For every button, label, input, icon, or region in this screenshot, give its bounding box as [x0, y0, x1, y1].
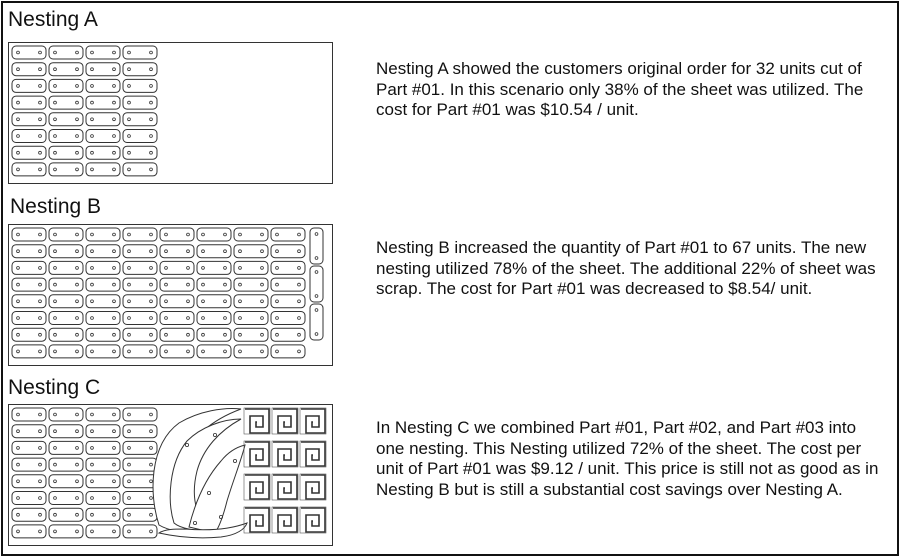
- part-01: [12, 312, 46, 325]
- part-01: [86, 228, 120, 241]
- part-01: [234, 295, 268, 308]
- part-01: [49, 508, 83, 521]
- part-01: [160, 345, 194, 358]
- part-01: [234, 245, 268, 258]
- part-01: [123, 79, 157, 92]
- part-01: [123, 312, 157, 325]
- part-01: [49, 245, 83, 258]
- part-01: [197, 261, 231, 274]
- part-01: [271, 245, 305, 258]
- part-01: [86, 328, 120, 341]
- part-01: [123, 278, 157, 291]
- part-01: [86, 278, 120, 291]
- part-01: [12, 525, 46, 538]
- part-01: [123, 458, 157, 471]
- part-01: [12, 492, 46, 505]
- part-01: [197, 328, 231, 341]
- part-01: [86, 492, 120, 505]
- part-01: [12, 261, 46, 274]
- nesting-a-description: Nesting A showed the customers original order for 32 units cut of Part #01. In this scenario only 38% of the sheet was utilized. The cost for Part #01 was $10.54 / unit.: [376, 59, 864, 119]
- part-01: [12, 96, 46, 109]
- part-01: [234, 312, 268, 325]
- part-01: [123, 295, 157, 308]
- part-03: [300, 408, 326, 434]
- part-01: [197, 278, 231, 291]
- part-03: [300, 441, 326, 467]
- part-03: [272, 408, 298, 434]
- part-01: [49, 278, 83, 291]
- part-03: [244, 474, 270, 500]
- part-01: [123, 113, 157, 126]
- part-03: [244, 507, 270, 533]
- part-01: [49, 228, 83, 241]
- part-01: [197, 228, 231, 241]
- part-01: [49, 458, 83, 471]
- part-01: [160, 245, 194, 258]
- part-01: [123, 508, 157, 521]
- part-01: [12, 475, 46, 488]
- part-03: [272, 474, 298, 500]
- part-01: [160, 278, 194, 291]
- part-01: [49, 425, 83, 438]
- part-01: [123, 146, 157, 159]
- nesting-b-title: Nesting B: [10, 195, 102, 218]
- part-01: [49, 261, 83, 274]
- nesting-a-layout: [9, 43, 332, 183]
- part-01: [123, 345, 157, 358]
- nesting-c-sheet: [8, 404, 333, 546]
- part-01: [12, 46, 46, 59]
- part-01: [123, 441, 157, 454]
- part-01: [234, 228, 268, 241]
- part-01: [49, 96, 83, 109]
- part-01: [49, 328, 83, 341]
- part-01: [12, 130, 46, 143]
- part-01: [12, 458, 46, 471]
- part-01: [123, 408, 157, 421]
- part-01: [49, 295, 83, 308]
- part-01: [12, 113, 46, 126]
- part-01: [49, 312, 83, 325]
- part-01: [160, 295, 194, 308]
- part-01: [123, 525, 157, 538]
- part-01: [49, 408, 83, 421]
- part-01: [197, 245, 231, 258]
- part-01: [49, 46, 83, 59]
- part-01: [86, 441, 120, 454]
- part-01: [86, 458, 120, 471]
- nesting-c-layout: [9, 405, 332, 545]
- part-01: [49, 63, 83, 76]
- part-01: [123, 261, 157, 274]
- part-01: [271, 228, 305, 241]
- part-01: [86, 63, 120, 76]
- part-01: [123, 245, 157, 258]
- part-01: [123, 492, 157, 505]
- part-01: [123, 46, 157, 59]
- part-01: [123, 228, 157, 241]
- part-01: [12, 345, 46, 358]
- part-03: [272, 441, 298, 467]
- part-01: [49, 525, 83, 538]
- part-01: [86, 245, 120, 258]
- part-01: [123, 425, 157, 438]
- part-01: [86, 46, 120, 59]
- part-01: [12, 408, 46, 421]
- part-01: [86, 130, 120, 143]
- part-01: [49, 146, 83, 159]
- part-01: [86, 163, 120, 176]
- part-01: [86, 113, 120, 126]
- part-01: [49, 492, 83, 505]
- part-01: [12, 425, 46, 438]
- part-01: [271, 278, 305, 291]
- part-01: [49, 130, 83, 143]
- part-01: [86, 79, 120, 92]
- nesting-a-title: Nesting A: [8, 8, 98, 31]
- part-01: [123, 475, 157, 488]
- part-01: [49, 113, 83, 126]
- part-03: [244, 441, 270, 467]
- part-01: [86, 508, 120, 521]
- part-01: [234, 261, 268, 274]
- nesting-b-description: Nesting B increased the quantity of Part #01 to 67 units. The new nesting utilized 78% of the sheet. The additional 22% of sheet was scrap. The cost for Part #01 was decreased to $8.54/ unit.: [376, 238, 876, 298]
- nesting-b-layout: [9, 225, 332, 365]
- part-01: [86, 525, 120, 538]
- part-01: [271, 345, 305, 358]
- nesting-c-title: Nesting C: [8, 376, 101, 399]
- part-01: [12, 295, 46, 308]
- nesting-c-description: In Nesting C we combined Part #01, Part #02, and Part #03 into one nesting. This Nesting utilized 72% of the sheet. The cost per unit of Part #01 was $9.12 / unit. This price is still not as good as in Nesting B but is still a substantial cost savings over Nesting A.: [376, 418, 879, 499]
- part-01: [197, 345, 231, 358]
- part-01: [12, 146, 46, 159]
- part-01: [86, 96, 120, 109]
- part-01: [49, 345, 83, 358]
- part-01: [12, 228, 46, 241]
- part-01: [123, 96, 157, 109]
- part-01: [123, 328, 157, 341]
- part-01: [234, 328, 268, 341]
- part-01: [12, 328, 46, 341]
- part-01-vertical: [310, 228, 323, 264]
- part-01: [271, 328, 305, 341]
- part-01: [86, 312, 120, 325]
- part-01-vertical: [310, 304, 323, 340]
- part-01: [123, 63, 157, 76]
- part-01: [12, 245, 46, 258]
- nesting-a-sheet: [8, 42, 333, 184]
- part-01: [86, 425, 120, 438]
- part-01: [49, 163, 83, 176]
- part-01: [12, 441, 46, 454]
- part-01: [123, 163, 157, 176]
- part-01: [160, 261, 194, 274]
- part-01: [197, 312, 231, 325]
- part-01: [160, 312, 194, 325]
- part-01: [86, 295, 120, 308]
- part-01: [49, 441, 83, 454]
- part-01: [271, 312, 305, 325]
- part-01: [86, 408, 120, 421]
- part-01: [234, 345, 268, 358]
- part-01-vertical: [310, 266, 323, 302]
- part-01: [86, 475, 120, 488]
- nesting-b-sheet: [8, 224, 333, 366]
- part-01: [86, 261, 120, 274]
- part-03: [300, 507, 326, 533]
- part-01: [160, 328, 194, 341]
- part-01: [160, 228, 194, 241]
- part-01: [49, 475, 83, 488]
- part-01: [271, 295, 305, 308]
- part-01: [12, 163, 46, 176]
- part-01: [86, 345, 120, 358]
- part-03: [300, 474, 326, 500]
- part-01: [12, 63, 46, 76]
- part-01: [49, 79, 83, 92]
- part-01: [234, 278, 268, 291]
- part-01: [12, 508, 46, 521]
- part-03: [272, 507, 298, 533]
- part-01: [271, 261, 305, 274]
- part-01: [123, 130, 157, 143]
- part-01: [86, 146, 120, 159]
- part-03: [244, 408, 270, 434]
- part-01: [12, 278, 46, 291]
- part-01: [197, 295, 231, 308]
- part-01: [12, 79, 46, 92]
